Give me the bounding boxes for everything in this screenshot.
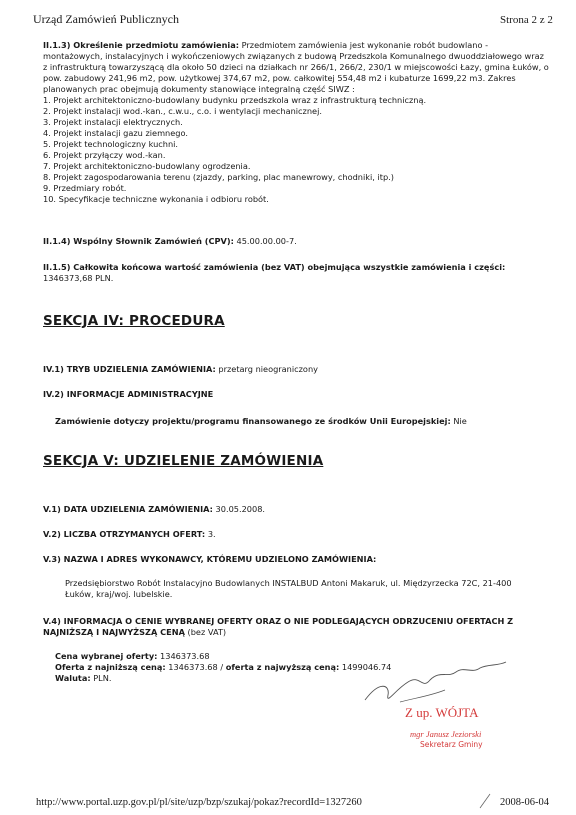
list-item: 7. Projekt architektoniczno-budowlany ogrodzenia.	[43, 161, 251, 171]
stamp-title: Z up. WÓJTA	[405, 705, 479, 720]
cpv-value: 45.00.00.00-7.	[233, 236, 297, 246]
cpv-label: II.1.4) Wspólny Słownik Zamówień (CPV):	[43, 236, 234, 246]
currency-value: PLN.	[90, 673, 112, 683]
offer-separator: /	[217, 662, 226, 672]
list-item: 8. Projekt zagospodarowania terenu (zjazdy, parking, plac manewrowy, chodniki, itp.)	[43, 172, 394, 182]
subject-section	[33, 40, 549, 205]
price-info-suffix: (bez VAT)	[184, 627, 227, 637]
price-info-heading	[33, 616, 537, 638]
total-value-amount: 1346373,68 PLN.	[43, 273, 114, 283]
lowest-offer-label: Oferta z najniższą ceną:	[55, 662, 166, 672]
footer-slash-mark	[476, 790, 496, 810]
offers-count-value: 3.	[205, 529, 216, 539]
highest-offer-value: 1499046.74	[339, 662, 392, 672]
selected-price-value: 1346373.68	[157, 651, 210, 661]
total-value-label: II.1.5) Całkowita końcowa wartość zamówienia (bez VAT) obejmująca wszystkie zamówienia i części:	[43, 262, 506, 272]
stamp-signatory-role: Sekretarz Gminy	[420, 740, 483, 749]
eu-funding-line	[33, 416, 561, 427]
subject-text: Przedmiotem zamówienia jest wykonanie robót budowlano - montażowych, instalacyjnych i wykończeniowych związanych z budową Przedszkola Komunalnego dwuoddziałowego wraz z infrastrukturą towarzyszącą dla około 50 dzieci na działkach nr 266/1, 266/2, 230/1 w miejscowości Łazy, gmina Łuków, o pow. zabudowy 241,96 m2, pow. użytkowej 374,67 m2, pow. całkowitej 554,48 m2 i kubaturze 1699,22 m3. Zakres planowanych prac obejmują dokumenty stanowiące integralną część SIWZ :	[43, 40, 549, 94]
eu-funding-label: Zamówienie dotyczy projektu/programu finansowanego ze środków Unii Europejskiej:	[55, 416, 451, 426]
list-item: 5. Projekt technologiczny kuchni.	[43, 139, 179, 149]
cpv-line	[33, 236, 549, 247]
footer-url: http://www.portal.uzp.gov.pl/pl/site/uzp/bzp/szukaj/pokaz?recordId=1327260	[36, 797, 362, 808]
scope-list	[43, 95, 549, 205]
stamp-signatory-name: mgr Janusz Jeziorski	[410, 729, 482, 739]
selected-price-label: Cena wybranej oferty:	[55, 651, 158, 661]
list-item: 6. Projekt przyłączy wod.-kan.	[43, 150, 166, 160]
list-item: 4. Projekt instalacji gazu ziemnego.	[43, 128, 188, 138]
offers-count-label: V.2) LICZBA OTRZYMANYCH OFERT:	[43, 529, 206, 539]
list-item: 3. Projekt instalacji elektrycznych.	[43, 117, 183, 127]
page-number: Strona 2 z 2	[500, 14, 553, 26]
subject-paragraph	[43, 40, 549, 95]
list-item: 2. Projekt instalacji wod.-kan., c.w.u., c.o. i wentylacji mechanicznej.	[43, 106, 322, 116]
total-value-section	[33, 262, 549, 284]
lowest-offer-value: 1346373.68	[165, 662, 218, 672]
section-iv-title: SEKCJA IV: PROCEDURA	[43, 313, 225, 329]
eu-funding-value: Nie	[450, 416, 467, 426]
procedure-mode-label: IV.1) TRYB UDZIELENIA ZAMÓWIENIA:	[43, 364, 216, 374]
list-item: 10. Specyfikacje techniczne wykonania i odbioru robót.	[43, 194, 269, 204]
document-header-title: Urząd Zamówień Publicznych	[33, 12, 179, 26]
offers-count-line	[33, 529, 549, 540]
price-info-label: V.4) INFORMACJA O CENIE WYBRANEJ OFERTY ORAZ O NIE PODLEGAJĄCYCH ODRZUCENIU OFERTACH Z NAJNIŻSZĄ I NAJWYŻSZĄ CENĄ	[43, 616, 514, 637]
signature-scribble	[360, 660, 510, 740]
award-date-value: 30.05.2008.	[212, 504, 266, 514]
subject-label: II.1.3) Określenie przedmiotu zamówienia:	[43, 40, 240, 50]
list-item: 9. Przedmiary robót.	[43, 183, 127, 193]
admin-info-heading: IV.2) INFORMACJE ADMINISTRACYJNE	[43, 389, 214, 399]
footer-date: 2008-06-04	[500, 797, 549, 808]
procedure-mode-line	[33, 364, 549, 375]
highest-offer-label: oferta z najwyższą ceną:	[225, 662, 340, 672]
section-v-title: SEKCJA V: UDZIELENIE ZAMÓWIENIA	[43, 453, 324, 469]
contractor-heading: V.3) NAZWA I ADRES WYKONAWCY, KTÓREMU UDZIELONO ZAMÓWIENIA:	[43, 554, 377, 564]
list-item: 1. Projekt architektoniczno-budowlany budynku przedszkola wraz z infrastrukturą techniczną.	[43, 95, 427, 105]
procedure-mode-value: przetarg nieograniczony	[215, 364, 318, 374]
contractor-address: Przedsiębiorstwo Robót Instalacyjno Budowlanych INSTALBUD Antoni Makaruk, ul. Międzyrzecka 72C, 21-400 Łuków, kraj/woj. lubelskie.	[65, 578, 512, 599]
currency-label: Waluta:	[55, 673, 91, 683]
award-date-line	[33, 504, 549, 515]
award-date-label: V.1) DATA UDZIELENIA ZAMÓWIENIA:	[43, 504, 213, 514]
